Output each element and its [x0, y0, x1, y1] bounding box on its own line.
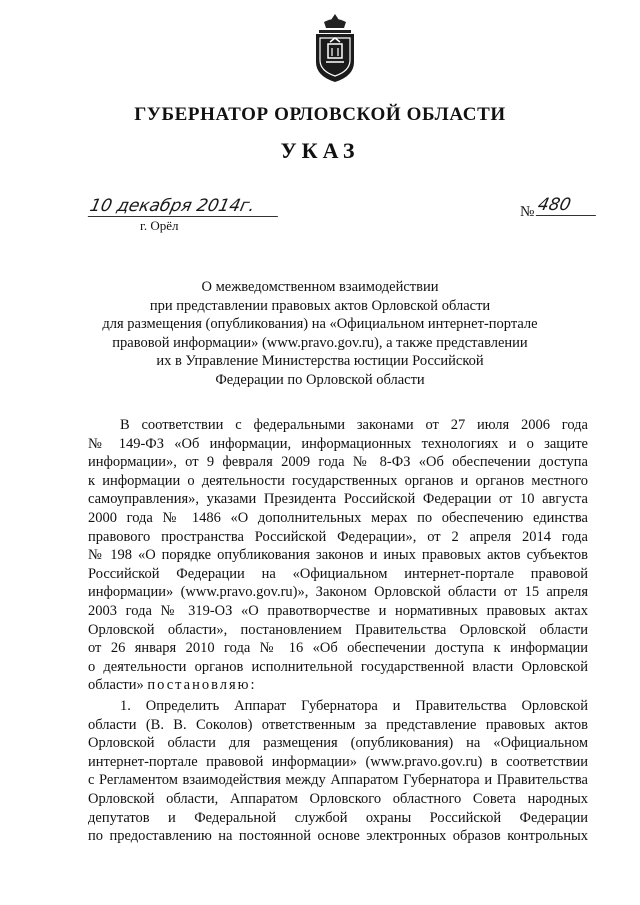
text-line: о деятельности органов исполнительной государственной власти Орловской	[88, 658, 588, 675]
text-line: с Регламентом взаимодействия между Аппаратом Губернатора и Правительства	[88, 772, 588, 789]
text-line: 2003 года № 319-ОЗ «О правотворчестве и нормативных правовых актах	[88, 602, 588, 619]
text-line: депутатов и Федеральной службой охраны Российской Федерации	[88, 809, 588, 826]
text-line: № 149-ФЗ «Об информации, информационных технологиях и о защите	[88, 435, 588, 452]
text-line: Орловской области, Аппаратом Орловского областного Совета народных	[88, 790, 588, 807]
text-line: Орловской области для размещения (опубликования) на «Официальном	[88, 735, 588, 752]
text-line: информации» (www.pravo.gov.ru)», Законом Орловской области от 15 апреля	[88, 584, 588, 601]
decree-title	[100, 278, 540, 389]
text-line: самоуправления», указами Президента Российской Федерации от 10 августа	[88, 491, 588, 508]
text-line: правового пространства Российской Федерации», от 2 апреля 2014 года	[88, 528, 588, 545]
text-line: № 198 «О порядке опубликования законов и иных правовых актов субъектов	[88, 547, 588, 564]
authority-title: ГУБЕРНАТОР ОРЛОВСКОЙ ОБЛАСТИ	[134, 104, 506, 125]
number-label: №	[520, 204, 535, 220]
text-fragment: области»	[88, 677, 144, 694]
coat-of-arms-icon	[310, 12, 360, 86]
city: г. Орёл	[140, 218, 179, 233]
paragraph-1	[88, 416, 588, 695]
text-line: интернет-портале правовой информации» (www.pravo.gov.ru) в соответствии	[88, 753, 588, 770]
text-line: области (В. В. Соколов) ответственным за представление правовых актов	[88, 716, 588, 733]
decree-word: постановляю:	[147, 677, 257, 694]
text-line: Российской Федерации на «Официальном интернет-портале правовой	[88, 565, 588, 582]
text-line: Орловской области», постановлением Правительства Орловской области	[88, 621, 588, 638]
text-line: к информации о деятельности государственных органов и органов местного	[88, 472, 588, 489]
text-line: от 26 января 2010 года № 16 «Об обеспечении доступа к информации	[88, 640, 588, 657]
document-type: УКАЗ	[280, 138, 360, 163]
title-line: Федерации по Орловской области	[215, 371, 425, 388]
text-line: по предоставлению на постоянной основе электронных образов контрольных	[88, 828, 588, 845]
handwritten-number: 480	[536, 195, 600, 216]
text-line-last	[88, 676, 588, 695]
paragraph-2	[88, 697, 588, 846]
title-line: для размещения (опубликования) на «Официальном интернет-портале	[102, 316, 538, 332]
title-line: правовой информации» (www.pravo.gov.ru), а также представлении	[112, 334, 528, 351]
handwritten-date: 10 декабря 2014г.	[88, 196, 282, 217]
title-line: О межведомственном взаимодействии	[201, 279, 439, 295]
title-line: их в Управление Министерства юстиции Российской	[156, 353, 484, 369]
text-line: В соответствии с федеральными законами от 27 июля 2006 года	[120, 417, 588, 433]
text-line: информации», от 9 февраля 2009 года № 8-ФЗ «Об обеспечении доступа	[88, 454, 588, 471]
text-line: 1. Определить Аппарат Губернатора и Правительства Орловской	[120, 698, 588, 714]
text-line: 2000 года № 1486 «О дополнительных мерах по обеспечению единства	[88, 509, 588, 526]
title-line: при представлении правовых актов Орловской области	[149, 297, 491, 314]
